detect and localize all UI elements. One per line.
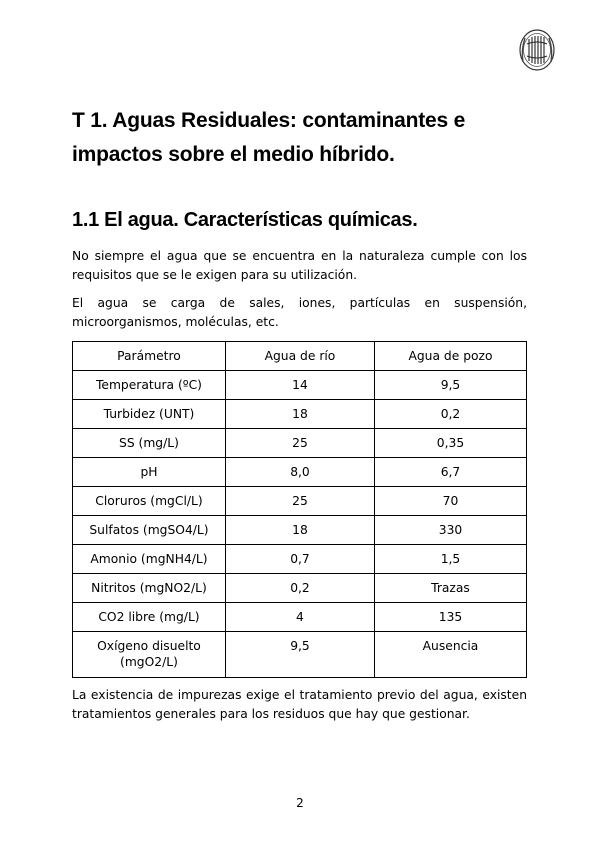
table-cell: 70 [374, 487, 526, 516]
table-cell: 14 [225, 371, 374, 400]
table-row [73, 632, 527, 678]
table-cell: Temperatura (ºC) [73, 371, 226, 400]
table-cell: 4 [225, 603, 374, 632]
table-row [73, 603, 527, 632]
page-heading: T 1. Aguas Residuales: contaminantes e impactos sobre el medio híbrido. [72, 109, 466, 166]
table-cell: Sulfatos (mgSO4/L) [73, 516, 226, 545]
table-cell: SS (mg/L) [73, 429, 226, 458]
table-cell: 1,5 [374, 545, 526, 574]
paragraph-contaminants: El agua se carga de sales, iones, partículas en suspensión, microorganismos, moléculas, etc. [72, 296, 527, 329]
table-cell: 330 [374, 516, 526, 545]
university-seal-icon [518, 28, 556, 72]
table-row [73, 545, 527, 574]
table-cell: Turbidez (UNT) [73, 400, 226, 429]
paragraph-treatment: La existencia de impurezas exige el tratamiento previo del agua, existen tratamientos generales para los residuos que hay que gestionar. [72, 688, 527, 721]
table-cell: 8,0 [225, 458, 374, 487]
table-header-cell: Parámetro [73, 342, 226, 371]
table-cell: 9,5 [225, 632, 374, 678]
table-row [73, 516, 527, 545]
table-cell: pH [73, 458, 226, 487]
table-cell: 0,7 [225, 545, 374, 574]
table-cell: 25 [225, 429, 374, 458]
table-cell: Cloruros (mgCl/L) [73, 487, 226, 516]
water-parameters-table [72, 341, 527, 678]
page-number: 2 [296, 796, 304, 810]
table-cell: 0,2 [225, 574, 374, 603]
table-row [73, 487, 527, 516]
table-cell: 0,35 [374, 429, 526, 458]
table-cell: 18 [225, 400, 374, 429]
table-cell: Nitritos (mgNO2/L) [73, 574, 226, 603]
table-cell: Trazas [374, 574, 526, 603]
table-cell: Ausencia [374, 632, 526, 678]
table-cell: 6,7 [374, 458, 526, 487]
table-header-row [73, 342, 527, 371]
table-cell: 25 [225, 487, 374, 516]
table-row [73, 574, 527, 603]
table-header-cell: Agua de río [225, 342, 374, 371]
table-row [73, 400, 527, 429]
table-cell: 135 [374, 603, 526, 632]
table-row [73, 371, 527, 400]
section-title: 1.1 El agua. Características químicas. [72, 209, 418, 231]
table-header-cell: Agua de pozo [374, 342, 526, 371]
table-cell: CO2 libre (mg/L) [73, 603, 226, 632]
table-cell: 18 [225, 516, 374, 545]
table-row [73, 458, 527, 487]
table-cell: 0,2 [374, 400, 526, 429]
paragraph-intro: No siempre el agua que se encuentra en la naturaleza cumple con los requisitos que se le exigen para su utilización. [72, 249, 527, 282]
table-cell: Oxígeno disuelto (mgO2/L) [73, 632, 226, 678]
table-cell: 9,5 [374, 371, 526, 400]
table-row [73, 429, 527, 458]
table-cell: Amonio (mgNH4/L) [73, 545, 226, 574]
